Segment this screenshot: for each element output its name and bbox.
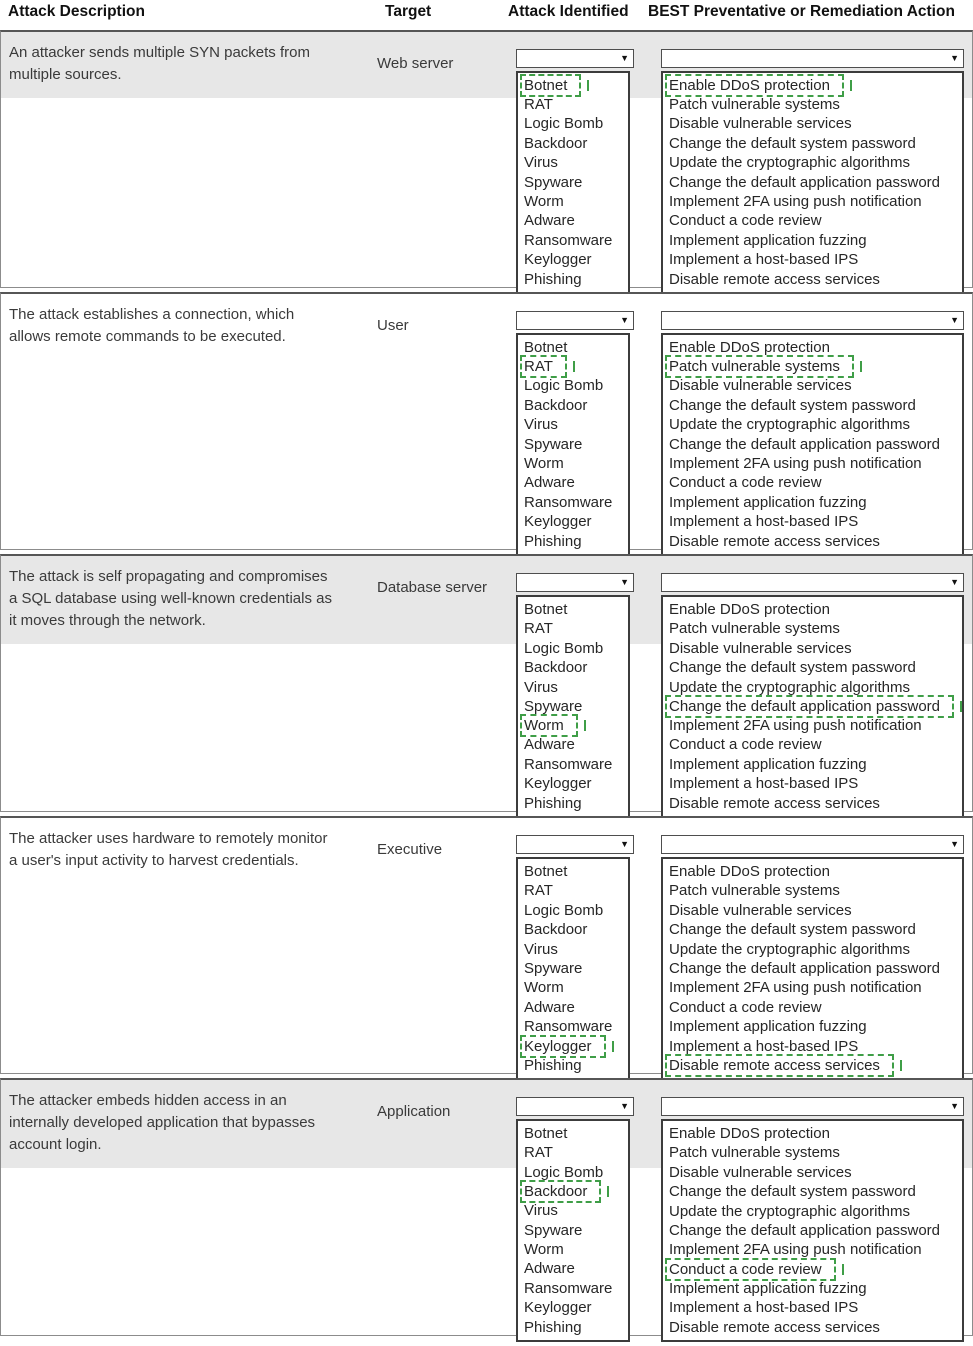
attack-select[interactable] xyxy=(516,1097,634,1116)
attack-option[interactable]: RAT xyxy=(524,96,553,113)
attack-option[interactable]: Virus xyxy=(524,678,558,696)
action-option[interactable]: Enable DDoS protection xyxy=(669,601,830,618)
action-option[interactable]: Patch vulnerable systems xyxy=(669,1144,840,1162)
rows-container xyxy=(0,30,973,1336)
action-option[interactable]: Conduct a code review xyxy=(669,736,822,754)
table-row xyxy=(0,30,973,288)
attack-option[interactable]: RAT xyxy=(524,620,553,638)
attack-description: The attack is self propagating and compromises a SQL database using well-known credentials as it moves through the network. xyxy=(9,568,332,629)
action-listbox[interactable] xyxy=(661,1119,964,1342)
attack-identified-column xyxy=(516,311,634,556)
action-option[interactable]: Disable remote access services xyxy=(669,794,880,812)
attack-identified-column xyxy=(516,1097,634,1342)
action-option[interactable]: Update the cryptographic algorithms xyxy=(669,1202,910,1220)
attack-option[interactable]: Botnet xyxy=(524,1125,568,1142)
attack-option[interactable]: Logic Bomb xyxy=(524,901,604,919)
attack-option[interactable]: Botnet xyxy=(524,339,568,356)
chevron-down-icon: ▼ xyxy=(620,1101,629,1111)
action-option[interactable]: Implement application fuzzing xyxy=(669,1018,867,1036)
action-select[interactable] xyxy=(661,835,964,854)
attack-option-selected[interactable]: Worm xyxy=(520,714,578,737)
action-option[interactable]: Implement application fuzzing xyxy=(669,755,867,773)
action-option[interactable]: Disable remote access services xyxy=(669,270,880,288)
column-header-attack-description: Attack Description xyxy=(8,3,145,20)
attack-option[interactable]: Adware xyxy=(524,998,575,1016)
chevron-down-icon: ▼ xyxy=(620,577,629,587)
action-option[interactable]: Change the default application password xyxy=(669,435,941,453)
action-option[interactable]: Change the default system password xyxy=(669,1183,916,1201)
chevron-down-icon: ▼ xyxy=(620,53,629,63)
attack-option[interactable]: Ransomware xyxy=(524,231,613,249)
attack-option[interactable]: Keylogger xyxy=(524,251,592,269)
action-option[interactable]: Update the cryptographic algorithms xyxy=(669,154,910,172)
action-option[interactable]: Update the cryptographic algorithms xyxy=(669,416,910,434)
attack-option[interactable]: Keylogger xyxy=(524,1299,592,1317)
action-option-selected[interactable]: Enable DDoS protection xyxy=(665,74,844,97)
action-option[interactable]: Change the default application password xyxy=(669,1222,941,1240)
table-row xyxy=(0,292,973,550)
attack-select[interactable] xyxy=(516,835,634,854)
action-option[interactable]: Implement a host-based IPS xyxy=(669,251,859,269)
column-header-best-action: BEST Preventative or Remediation Action xyxy=(648,3,955,20)
attack-description: The attacker uses hardware to remotely monitor a user's input activity to harvest credentials. xyxy=(9,830,328,869)
action-option[interactable]: Implement application fuzzing xyxy=(669,1279,867,1297)
action-option[interactable]: Change the default system password xyxy=(669,396,916,414)
attack-option-selected[interactable]: Backdoor xyxy=(520,1180,601,1203)
action-option-selected[interactable]: Conduct a code review xyxy=(665,1258,836,1281)
action-option[interactable]: Disable vulnerable services xyxy=(669,639,852,657)
table-row xyxy=(0,554,973,812)
action-option[interactable]: Implement 2FA using push notification xyxy=(669,193,922,211)
target-label: User xyxy=(377,317,409,334)
action-option-selected[interactable]: Patch vulnerable systems xyxy=(665,355,854,378)
action-option[interactable]: Conduct a code review xyxy=(669,474,822,492)
attack-listbox[interactable] xyxy=(516,595,630,818)
attack-option[interactable]: Worm xyxy=(524,193,564,211)
action-option[interactable]: Patch vulnerable systems xyxy=(669,96,840,113)
attack-option[interactable]: Logic Bomb xyxy=(524,377,604,395)
target-label: Web server xyxy=(377,55,454,72)
attack-option[interactable]: Botnet xyxy=(524,863,568,880)
attack-option[interactable]: Keylogger xyxy=(524,775,592,793)
action-option[interactable]: Update the cryptographic algorithms xyxy=(669,678,910,696)
attack-option[interactable]: Virus xyxy=(524,940,558,958)
attack-option-selected[interactable]: RAT xyxy=(520,355,567,378)
attack-identified-column xyxy=(516,573,634,818)
attack-option-selected[interactable]: Keylogger xyxy=(520,1035,606,1058)
chevron-down-icon: ▼ xyxy=(950,1101,959,1111)
action-listbox[interactable] xyxy=(661,595,964,818)
action-option[interactable]: Change the default application password xyxy=(669,173,941,191)
table-row xyxy=(0,816,973,1074)
attack-description: The attacker embeds hidden access in an internally developed application that bypasses account login. xyxy=(9,1092,316,1153)
attack-option[interactable]: Adware xyxy=(524,736,575,754)
action-option[interactable]: Enable DDoS protection xyxy=(669,863,830,880)
action-select[interactable] xyxy=(661,1097,964,1116)
attack-select[interactable] xyxy=(516,49,634,68)
column-header-attack-identified: Attack Identified xyxy=(508,3,629,20)
attack-option[interactable]: Phishing xyxy=(524,270,582,288)
attack-option[interactable]: Logic Bomb xyxy=(524,115,604,133)
attack-option[interactable]: Ransomware xyxy=(524,755,613,773)
attack-option[interactable]: Logic Bomb xyxy=(524,1163,604,1181)
action-option[interactable]: Implement a host-based IPS xyxy=(669,775,859,793)
action-option[interactable]: Implement a host-based IPS xyxy=(669,513,859,531)
action-option[interactable]: Change the default system password xyxy=(669,134,916,152)
attack-option[interactable]: Ransomware xyxy=(524,493,613,511)
attack-option[interactable]: Worm xyxy=(524,455,564,473)
action-option[interactable]: Disable remote access services xyxy=(669,1318,880,1336)
action-option[interactable]: Conduct a code review xyxy=(669,998,822,1016)
attack-listbox[interactable] xyxy=(516,1119,630,1342)
attack-option[interactable]: RAT xyxy=(524,882,553,900)
target-label: Application xyxy=(377,1103,451,1120)
chevron-down-icon: ▼ xyxy=(620,839,629,849)
action-option[interactable]: Enable DDoS protection xyxy=(669,339,830,356)
attack-option[interactable]: Phishing xyxy=(524,1318,582,1336)
action-option[interactable]: Change the default application password xyxy=(669,960,941,978)
attack-option[interactable]: Worm xyxy=(524,979,564,997)
attack-option[interactable]: Backdoor xyxy=(524,659,588,677)
action-option[interactable]: Implement a host-based IPS xyxy=(669,1299,859,1317)
attack-option[interactable]: Spyware xyxy=(524,173,583,191)
action-listbox[interactable] xyxy=(661,857,964,1080)
action-option[interactable]: Disable vulnerable services xyxy=(669,901,852,919)
attack-option[interactable]: Spyware xyxy=(524,435,583,453)
action-option[interactable]: Implement application fuzzing xyxy=(669,493,867,511)
attack-identified-column xyxy=(516,835,634,1080)
attack-option[interactable]: Spyware xyxy=(524,960,583,978)
action-select[interactable] xyxy=(661,49,964,68)
attack-option[interactable]: Worm xyxy=(524,1241,564,1259)
attack-option[interactable]: Adware xyxy=(524,212,575,230)
attack-option[interactable]: Adware xyxy=(524,474,575,492)
remediation-action-column xyxy=(661,49,964,294)
action-option-selected[interactable]: Disable remote access services xyxy=(665,1054,894,1077)
action-option[interactable]: Enable DDoS protection xyxy=(669,1125,830,1142)
target-label: Executive xyxy=(377,841,443,858)
action-option[interactable]: Change the default system password xyxy=(669,659,916,677)
action-option[interactable]: Implement application fuzzing xyxy=(669,231,867,249)
action-option[interactable]: Implement 2FA using push notification xyxy=(669,455,922,473)
attack-listbox[interactable] xyxy=(516,857,630,1080)
column-header-target: Target xyxy=(385,3,432,20)
attack-option[interactable]: Phishing xyxy=(524,1056,582,1074)
action-option[interactable]: Patch vulnerable systems xyxy=(669,620,840,638)
attack-select[interactable] xyxy=(516,311,634,330)
attack-listbox[interactable] xyxy=(516,71,630,294)
attack-option[interactable]: Botnet xyxy=(524,601,568,618)
attack-option[interactable]: Phishing xyxy=(524,532,582,550)
action-option[interactable]: Change the default system password xyxy=(669,921,916,939)
attack-description: An attacker sends multiple SYN packets from multiple sources. xyxy=(9,44,310,83)
attack-description: The attack establishes a connection, which allows remote commands to be executed. xyxy=(9,306,295,345)
action-option[interactable]: Update the cryptographic algorithms xyxy=(669,940,910,958)
action-option[interactable]: Disable vulnerable services xyxy=(669,377,852,395)
attack-option[interactable]: Keylogger xyxy=(524,513,592,531)
action-option[interactable]: Implement 2FA using push notification xyxy=(669,1241,922,1259)
action-option[interactable]: Disable remote access services xyxy=(669,532,880,550)
action-option[interactable]: Disable vulnerable services xyxy=(669,1163,852,1181)
attack-option[interactable]: Logic Bomb xyxy=(524,639,604,657)
action-select[interactable] xyxy=(661,311,964,330)
chevron-down-icon: ▼ xyxy=(950,839,959,849)
action-select[interactable] xyxy=(661,573,964,592)
action-option[interactable]: Implement a host-based IPS xyxy=(669,1037,859,1055)
attack-option[interactable]: Ransomware xyxy=(524,1279,613,1297)
action-listbox[interactable] xyxy=(661,71,964,294)
attack-option[interactable]: Virus xyxy=(524,154,558,172)
table-header xyxy=(0,0,973,30)
remediation-action-column xyxy=(661,311,964,556)
attack-option[interactable]: Ransomware xyxy=(524,1018,613,1036)
chevron-down-icon: ▼ xyxy=(950,315,959,325)
attack-option[interactable]: Backdoor xyxy=(524,396,588,414)
remediation-action-column xyxy=(661,573,964,818)
chevron-down-icon: ▼ xyxy=(950,577,959,587)
action-option[interactable]: Disable vulnerable services xyxy=(669,115,852,133)
attack-option[interactable]: Spyware xyxy=(524,698,583,716)
attack-select[interactable] xyxy=(516,573,634,592)
attack-option[interactable]: Adware xyxy=(524,1260,575,1278)
action-option[interactable]: Implement 2FA using push notification xyxy=(669,979,922,997)
attack-option[interactable]: Backdoor xyxy=(524,921,588,939)
attack-option[interactable]: Spyware xyxy=(524,1221,583,1239)
attack-option-selected[interactable]: Botnet xyxy=(520,74,581,97)
remediation-action-column xyxy=(661,835,964,1080)
action-listbox[interactable] xyxy=(661,333,964,556)
remediation-action-column xyxy=(661,1097,964,1342)
attack-listbox[interactable] xyxy=(516,333,630,556)
action-option[interactable]: Patch vulnerable systems xyxy=(669,882,840,900)
attack-option[interactable]: RAT xyxy=(524,1144,553,1162)
action-option[interactable]: Implement 2FA using push notification xyxy=(669,717,922,735)
attack-option[interactable]: Backdoor xyxy=(524,134,588,152)
action-option-selected[interactable]: Change the default application password xyxy=(665,695,954,718)
chevron-down-icon: ▼ xyxy=(620,315,629,325)
chevron-down-icon: ▼ xyxy=(950,53,959,63)
attack-option[interactable]: Virus xyxy=(524,1202,558,1220)
target-label: Database server xyxy=(377,579,488,596)
attack-option[interactable]: Phishing xyxy=(524,794,582,812)
table-row xyxy=(0,1078,973,1336)
action-option[interactable]: Conduct a code review xyxy=(669,212,822,230)
attack-identified-column xyxy=(516,49,634,294)
attack-option[interactable]: Virus xyxy=(524,416,558,434)
